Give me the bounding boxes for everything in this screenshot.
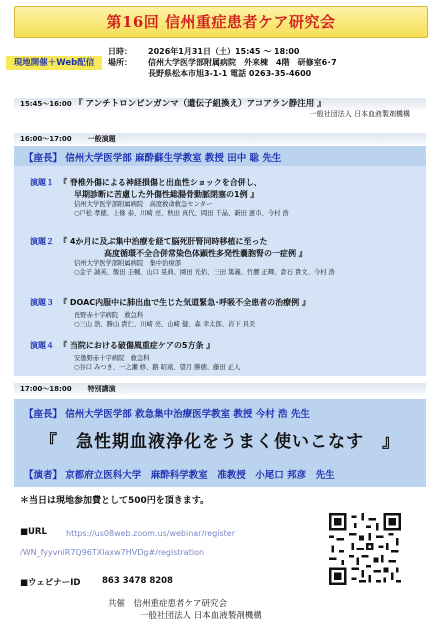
presentation-1-affiliation: 信州大学医学部附属病院 高度救命救急センター xyxy=(74,201,213,208)
presentation-1-num: 演題１ xyxy=(30,178,54,187)
presentation-1-title-line2: 早期診断に苦慮した外傷性総腸骨動脈閉塞の1例 』 xyxy=(74,190,259,199)
presentation-2-title-line1: 『 4か月に及ぶ集中治療を経て脳死肝腎同時移植に至った xyxy=(59,237,268,246)
page-title: 第16回 信州重症患者ケア研究会 xyxy=(14,6,428,38)
date-key: 日時： xyxy=(108,47,132,56)
cosponsor-line2: 一般社団法人 日本血液製剤機構 xyxy=(140,611,262,621)
presentation-3-authors: ○三山 浩、勝山 貴仁、川崎 亮、山崎 健、森 幸太郎、岩下 具美 xyxy=(74,320,256,328)
presentation-1 xyxy=(30,170,289,218)
presentation-4 xyxy=(30,333,240,372)
date-value: 2026年1月31日（土）15:45 ～ 18:00 xyxy=(148,47,300,56)
presentation-3 xyxy=(30,290,310,329)
session3-type: 特別講演 xyxy=(87,385,116,393)
session3-band xyxy=(14,383,426,395)
place-key: 場所： xyxy=(108,58,132,67)
webinar-label: ■ウェビナーID xyxy=(20,578,81,588)
session2-chair: 【座長】 信州大学医学部 麻酔蘇生学教室 教授 田中 聡 先生 xyxy=(24,153,282,164)
session2-type: 一般演題 xyxy=(87,135,116,143)
special-lecture-title: 『 急性期血液浄化をうまく使いこなす 』 xyxy=(40,432,400,452)
venue-badge: 現地開催＋Web配信 xyxy=(6,56,102,70)
presentation-4-num: 演題４ xyxy=(30,341,54,350)
session2-band xyxy=(14,133,426,145)
presentation-2-num: 演題２ xyxy=(30,237,54,246)
cosponsor-line1: 共催 信州重症患者ケア研究会 xyxy=(108,599,228,609)
url-label: ■URL xyxy=(20,527,47,537)
presentation-1-title-line1: 『 脊椎外傷による神経損傷と出血性ショックを合併し、 xyxy=(59,178,262,187)
presentation-4-affiliation: 安曇野赤十字病院 救急科 xyxy=(74,355,150,362)
qr-code-icon[interactable] xyxy=(329,513,401,585)
session1-title: 『 アンチトロンビンガンマ（遺伝子組換え）アコアラン静注用 』 xyxy=(74,99,326,109)
presentation-3-affiliation: 長野赤十字病院 救急科 xyxy=(74,312,144,319)
session3-speaker: 【演者】 京都府立医科大学 麻酔科学教室 准教授 小尾口 邦彦 先生 xyxy=(24,470,335,481)
registration-url-line1[interactable]: https://us08web.zoom.us/webinar/register xyxy=(66,529,236,538)
session3-time: 17:00～18:00 xyxy=(20,385,72,393)
event-info xyxy=(108,46,337,79)
session1-time: 15:45～16:00 xyxy=(20,100,72,108)
presentation-1-authors: ○戸松 孝徳、上條 泰、川崎 亮、秋田 真代、岡田 千晶、新田 憲市、今村 浩 xyxy=(74,209,289,217)
webinar-id: 863 3478 8208 xyxy=(102,576,173,586)
session1-sponsor: 一般社団法人 日本血液製剤機構 xyxy=(309,110,410,118)
session2-time: 16:00～17:00 xyxy=(20,135,72,143)
registration-url-line2[interactable]: /WN_fyyvniR7Q96TXlaxw7HVDg#/registration xyxy=(20,548,205,557)
presentation-3-title-line1: 『 DOAC内服中に肺出血で生じた気道緊急･呼吸不全患者の治療例 』 xyxy=(59,298,310,307)
presentation-3-num: 演題３ xyxy=(30,298,54,307)
presentation-4-authors: ○谷口 みつき、一之瀬 修、路 昭遠、望月 勝徳、藤田 正人 xyxy=(74,363,241,371)
presentation-2 xyxy=(30,229,335,277)
fee-note: ＊当日は現地参加費として500円を頂きます。 xyxy=(20,496,210,506)
address: 長野県松本市旭3-1-1 電話 0263-35-4600 xyxy=(148,69,312,78)
place-value: 信州大学医学部附属病院 外来棟 4階 研修室6･7 xyxy=(148,58,337,67)
session3-chair: 【座長】 信州大学医学部 救急集中治療医学教室 教授 今村 浩 先生 xyxy=(24,409,310,420)
presentation-2-affiliation: 信州大学医学部附属病院 集中治療部 xyxy=(74,260,182,267)
presentation-2-authors: ○金子 誠英、飯田 圭輔、山口 晃典、園田 光佑、三田 篤義、竹腰 正輝、倉石 貴文、今村 浩 xyxy=(74,268,335,276)
presentation-4-title-line1: 『 当院における破傷風重症ケアの5方条 』 xyxy=(59,341,215,350)
presentation-2-title-line2: 高度循環不全合併常染色体顕性多発性嚢胞腎の一症例 』 xyxy=(104,249,307,258)
